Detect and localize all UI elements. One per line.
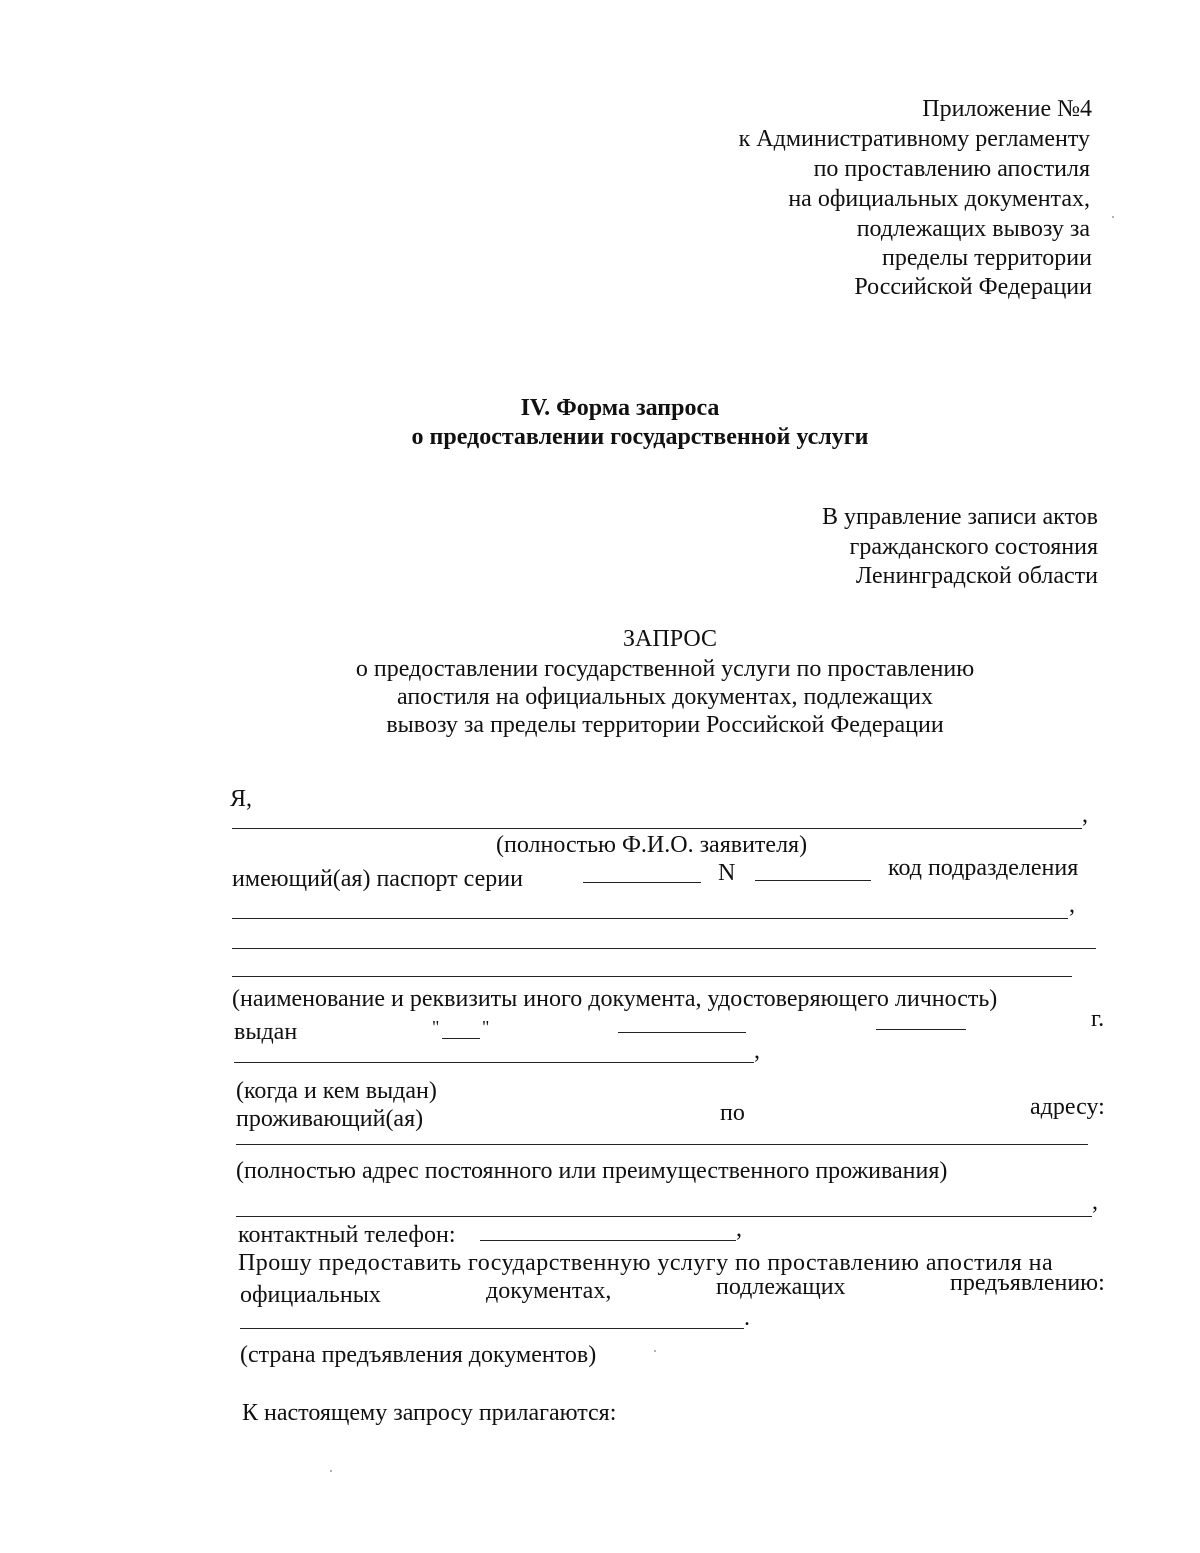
number-label: N xyxy=(718,860,736,886)
scan-speck xyxy=(654,1350,656,1352)
code-line xyxy=(232,918,1068,919)
address-hint: (полностью адрес постоянного или преимущественного проживания) xyxy=(236,1158,948,1184)
request-text-word: предъявлению: xyxy=(950,1270,1105,1296)
scan-speck xyxy=(330,1470,332,1472)
fio-line xyxy=(232,828,1082,829)
issued-label: выдан xyxy=(234,1019,298,1045)
phone-label: контактный телефон: xyxy=(238,1222,456,1248)
address-line xyxy=(236,1216,1092,1217)
addressee-line: В управление записи актов xyxy=(822,504,1098,530)
comma: , xyxy=(754,1038,760,1064)
po-label: по xyxy=(720,1100,745,1126)
issued-hint: (когда и кем выдан) xyxy=(236,1078,437,1104)
period: . xyxy=(744,1305,750,1331)
addressee-line: гражданского состояния xyxy=(849,534,1098,560)
other-doc-line xyxy=(232,976,1072,977)
appendix-line: пределы территории xyxy=(882,245,1092,271)
address-line xyxy=(236,1144,1088,1145)
country-line xyxy=(240,1328,744,1329)
address-label: адресу: xyxy=(1030,1094,1105,1120)
passport-series-line xyxy=(583,882,701,883)
request-subtitle-line: вывозу за пределы территории Российской Федерации xyxy=(386,712,944,738)
issued-by-line xyxy=(234,1062,754,1063)
section-title-line2: о предоставлении государственной услуги xyxy=(411,424,869,450)
passport-number-line xyxy=(755,880,871,881)
other-doc-hint: (наименование и реквизиты иного документа, удостоверяющего личность) xyxy=(232,986,998,1012)
request-text-word: подлежащих xyxy=(716,1274,846,1300)
ya-label: Я, xyxy=(230,786,253,812)
appendix-line: подлежащих вывозу за xyxy=(856,216,1090,242)
request-text-word: документах, xyxy=(486,1278,612,1304)
request-subtitle-line: апостиля на официальных документах, подлежащих xyxy=(397,684,933,710)
comma: , xyxy=(1069,892,1075,918)
appendix-line: на официальных документах, xyxy=(788,186,1090,212)
scan-speck xyxy=(1112,216,1114,218)
request-text-line: Прошу предоставить государственную услугу по проставлению апостиля на xyxy=(238,1250,1054,1276)
issued-year-line xyxy=(876,1029,966,1030)
country-hint: (страна предъявления документов) xyxy=(240,1342,597,1368)
appendix-line: Российской Федерации xyxy=(854,274,1092,300)
comma: , xyxy=(736,1216,742,1242)
quote-open: " xyxy=(432,1017,440,1037)
appendix-line: к Административному регламенту xyxy=(738,126,1090,152)
residing-label: проживающий(ая) xyxy=(236,1106,424,1132)
section-title-line1: IV. Форма запроса xyxy=(520,395,720,421)
attachments-label: К настоящему запросу прилагаются: xyxy=(242,1400,617,1426)
request-subtitle-line: о предоставлении государственной услуги по проставлению xyxy=(355,656,975,682)
comma: , xyxy=(1082,802,1088,828)
issued-day-line xyxy=(442,1038,480,1039)
request-text-word: официальных xyxy=(240,1282,381,1308)
phone-line xyxy=(480,1240,736,1241)
other-doc-line xyxy=(232,948,1096,949)
appendix-line: по проставлению апостиля xyxy=(813,156,1090,182)
appendix-line: Приложение №4 xyxy=(922,96,1092,122)
issued-month-line xyxy=(618,1032,746,1033)
comma: , xyxy=(1092,1189,1098,1215)
quote-close: " xyxy=(482,1017,490,1037)
addressee-line: Ленинградской области xyxy=(855,563,1098,589)
fio-hint: (полностью Ф.И.О. заявителя) xyxy=(496,832,808,858)
request-title: ЗАПРОС xyxy=(623,626,717,652)
year-suffix: г. xyxy=(1091,1006,1105,1032)
code-label: код подразделения xyxy=(888,855,1079,881)
passport-label: имеющий(ая) паспорт серии xyxy=(232,866,523,892)
